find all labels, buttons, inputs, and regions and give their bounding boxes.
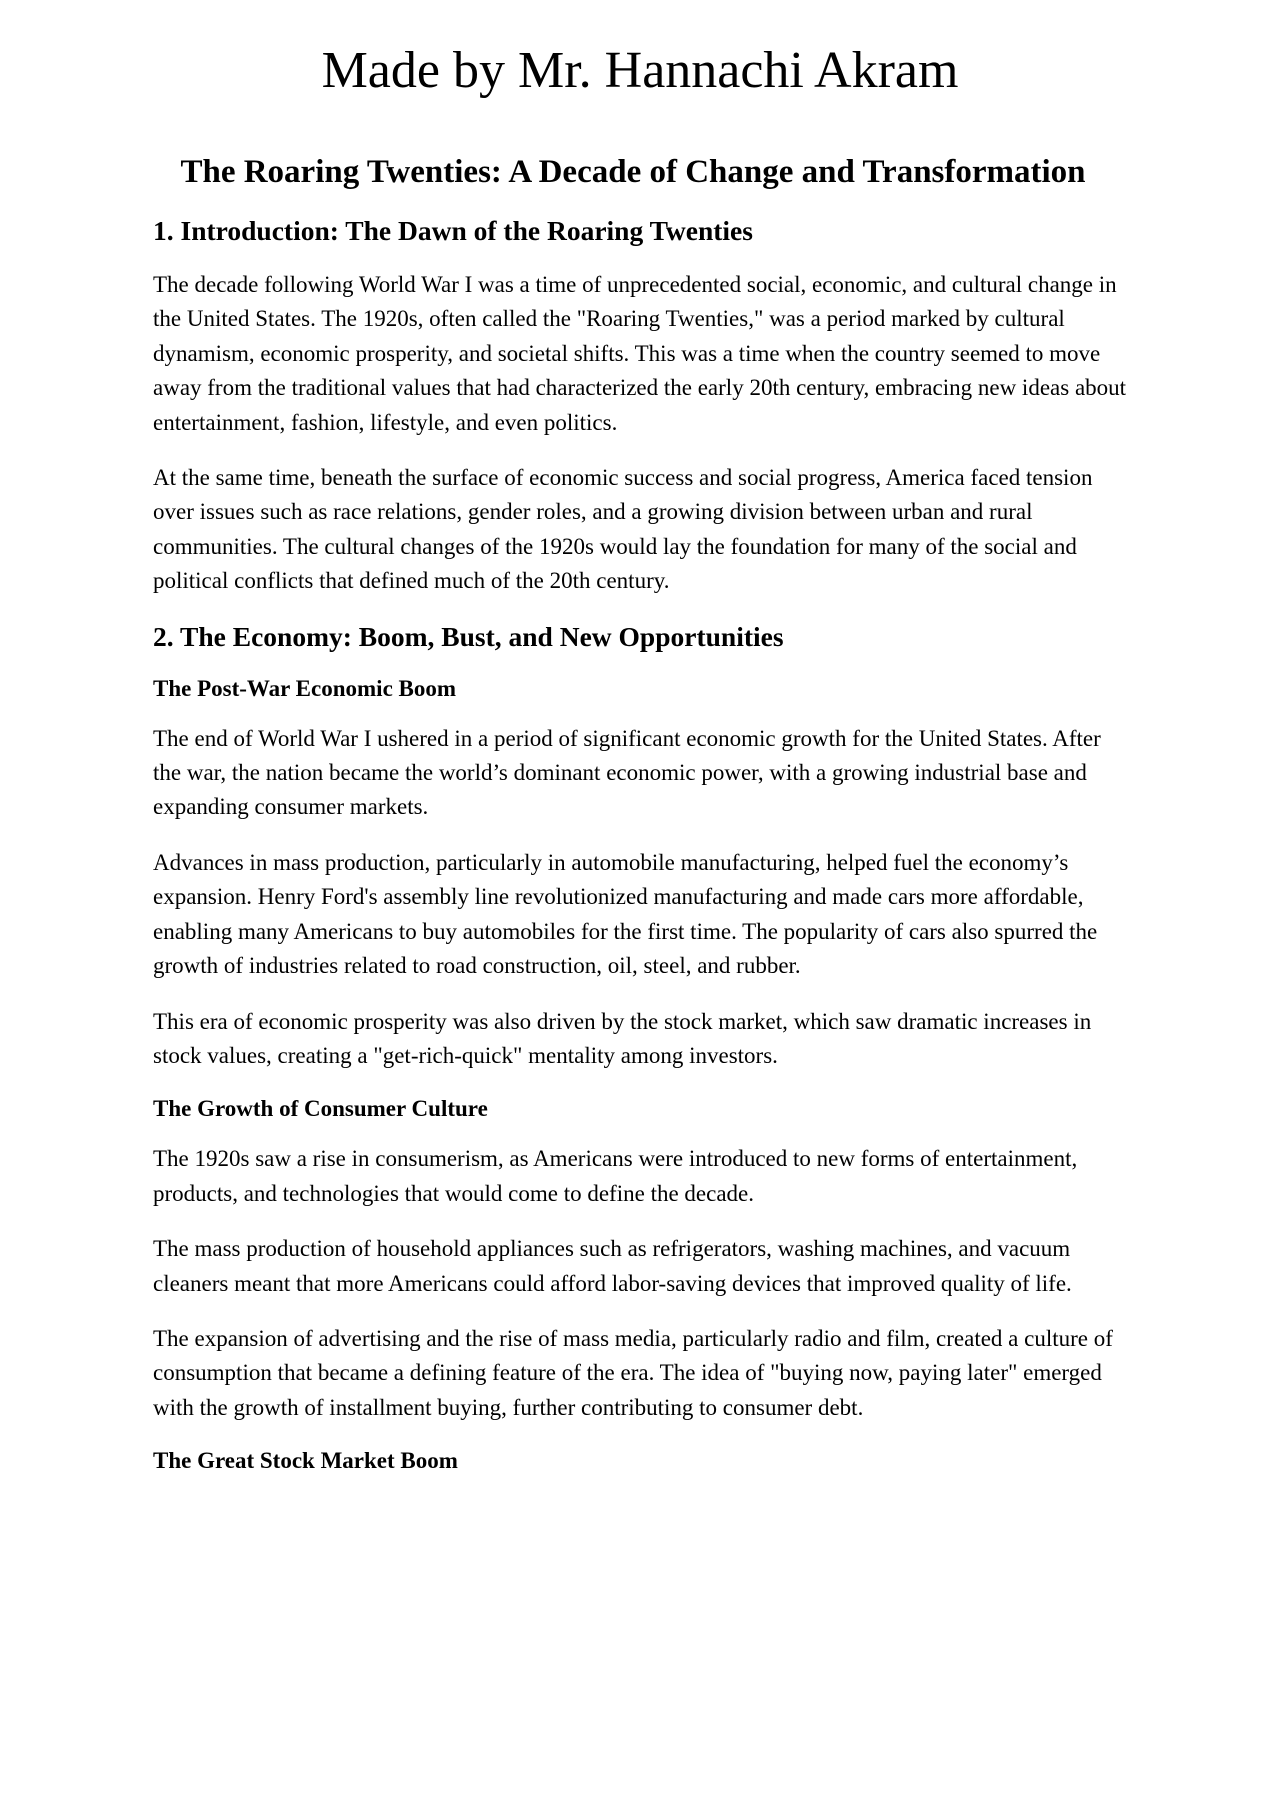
paragraph: The 1920s saw a rise in consumerism, as Americans were introduced to new forms of entertainment, products, and technologies that would come to define the decade. [153,1146,1078,1206]
section-heading-economy: 2. The Economy: Boom, Bust, and New Opportunities [153,620,784,652]
paragraph: This era of economic prosperity was also driven by the stock market, which saw dramatic increases in stock values, creating a "get-rich-quick" mentality among investors. [153,1008,1092,1068]
paragraph: The mass production of household appliances such as refrigerators, washing machines, and vacuum cleaners meant that more Americans could afford labor-saving devices that improved quality of life. [153,1236,1072,1296]
paragraph: At the same time, beneath the surface of economic success and social progress, America faced tension over issues such as race relations, gender roles, and a growing division between urban and rural communities. The cultural changes of the 1920s would lay the foundation for many of the social and political conflicts that defined much of the 20th century. [153,465,1093,594]
paragraph: The decade following World War I was a time of unprecedented social, economic, and cultural change in the United States. The 1920s, often called the "Roaring Twenties," was a period marked by cultural dynamism, economic prosperity, and societal shifts. This was a time when the country seemed to move away from the traditional values that had characterized the early 20th century, embracing new ideas about entertainment, fashion, lifestyle, and even politics. [153,272,1127,435]
subheading-stock-market-boom: The Great Stock Market Boom [153,1448,458,1474]
document-title: The Roaring Twenties: A Decade of Change and Transformation [180,154,1086,190]
subheading-post-war-boom: The Post-War Economic Boom [153,675,457,701]
section-heading-introduction: 1. Introduction: The Dawn of the Roaring Twenties [153,215,753,246]
paragraph: Advances in mass production, particularly in automobile manufacturing, helped fuel the economy’s expansion. Henry Ford's assembly line revolutionized manufacturing and made cars more affordable, enabling many Americans to buy automobiles for the first time. The popularity of cars also spurred the growth of industries related to road construction, oil, steel, and rubber. [153,849,1098,979]
page-header-title: Made by Mr. Hannachi Akram [321,42,959,99]
paragraph: The end of World War I ushered in a period of significant economic growth for the United States. After the war, the nation became the world’s dominant economic power, with a growing industrial base and expanding consumer markets. [153,725,1101,820]
subheading-consumer-culture: The Growth of Consumer Culture [153,1096,488,1122]
paragraph: The expansion of advertising and the rise of mass media, particularly radio and film, created a culture of consumption that became a defining feature of the era. The idea of "buying now, paying later" emerged with the growth of installment buying, further contributing to consumer debt. [153,1325,1113,1420]
document-body [153,150,1133,1494]
